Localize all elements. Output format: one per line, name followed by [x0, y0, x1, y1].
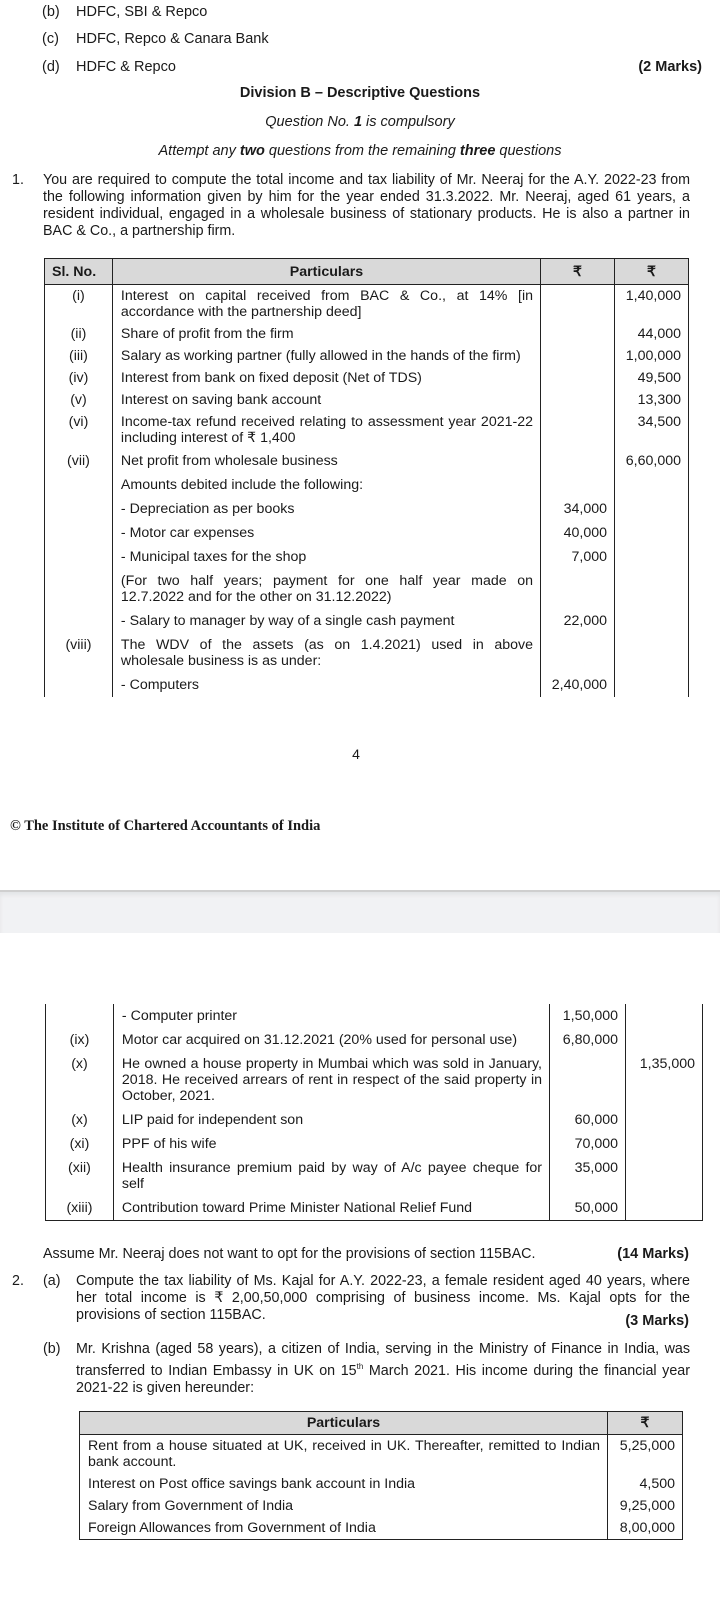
question-1-text: You are required to compute the total income and tax liability of Mr. Neeraj for the A.Y. 2022-23 from the following information given by him for the year ended 31.3.2022. Mr. Neeraj, aged 61 years, a resident individual, engaged in a wholesale business of stationary products. He is also a partner in BAC & Co., a partnership firm.	[43, 172, 690, 239]
row-sl-no	[45, 569, 113, 609]
row-particulars: Interest on capital received from BAC & Co., at 14% [in accordance with the partnership deed]	[112, 285, 540, 324]
row-amount-1: 60,000	[550, 1108, 626, 1132]
row-particulars: Contribution toward Prime Minister National Relief Fund	[113, 1196, 549, 1221]
row-amount-2	[626, 1156, 703, 1196]
row-amount-2: 44,000	[615, 323, 689, 345]
table-row	[46, 1156, 703, 1196]
row-amount-1	[541, 285, 615, 324]
row-amount-2	[615, 673, 689, 697]
row-amount-2: 6,60,000	[615, 449, 689, 473]
option-marks: (2 Marks)	[638, 59, 702, 75]
table2-row	[80, 1435, 683, 1474]
row-particulars: PPF of his wife	[113, 1132, 549, 1156]
copyright-footer: © The Institute of Chartered Accountants of India	[10, 818, 321, 834]
table2-row	[80, 1517, 683, 1540]
income-table-krishna	[79, 1411, 683, 1540]
option-label: (d)	[42, 59, 60, 75]
question-2-number: 2.	[12, 1273, 24, 1289]
table-row	[45, 569, 689, 609]
table-row	[45, 473, 689, 497]
row-sl-no: (x)	[46, 1052, 114, 1108]
row-sl-no	[45, 609, 113, 633]
option-label: (c)	[42, 31, 59, 47]
option-text: HDFC, Repco & Canara Bank	[76, 31, 269, 47]
row-sl-no: (iii)	[45, 345, 113, 367]
row-particulars: Interest on Post office savings bank account in India	[80, 1473, 608, 1495]
table2-row	[80, 1495, 683, 1517]
row-particulars: - Motor car expenses	[112, 521, 540, 545]
row-sl-no: (vii)	[45, 449, 113, 473]
row-sl-no	[45, 497, 113, 521]
row-amount-2	[626, 1196, 703, 1221]
row-particulars: - Computer printer	[113, 1004, 549, 1028]
row-sl-no	[45, 545, 113, 569]
header-particulars: Particulars	[112, 259, 540, 285]
row-sl-no: (xii)	[46, 1156, 114, 1196]
attempt-note	[0, 143, 720, 159]
row-amount-1	[541, 367, 615, 389]
row-amount: 4,500	[608, 1473, 683, 1495]
row-amount-2: 1,35,000	[626, 1052, 703, 1108]
table2-header-row	[80, 1412, 683, 1435]
attempt-post: questions	[495, 143, 562, 159]
table-row	[45, 497, 689, 521]
question-2a-marks: (3 Marks)	[625, 1313, 689, 1329]
row-particulars: - Municipal taxes for the shop	[112, 545, 540, 569]
row-amount-1	[541, 389, 615, 411]
row-amount-1: 2,40,000	[541, 673, 615, 697]
row-particulars: (For two half years; payment for one half year made on 12.7.2022 and for the other on 31.12.2022)	[112, 569, 540, 609]
option-text: HDFC & Repco	[76, 59, 176, 75]
row-amount: 8,00,000	[608, 1517, 683, 1540]
row-particulars: The WDV of the assets (as on 1.4.2021) used in above wholesale business is as under:	[112, 633, 540, 673]
question-2b-text	[76, 1341, 690, 1397]
row-amount-2: 13,300	[615, 389, 689, 411]
row-amount-2: 49,500	[615, 367, 689, 389]
row-amount-1	[550, 1052, 626, 1108]
row-amount-1	[541, 569, 615, 609]
table-row	[46, 1108, 703, 1132]
table-row	[45, 285, 689, 324]
row-amount-1	[541, 633, 615, 673]
table-row	[45, 449, 689, 473]
row-particulars: - Computers	[112, 673, 540, 697]
row-amount-1: 70,000	[550, 1132, 626, 1156]
row-particulars: Interest on saving bank account	[112, 389, 540, 411]
question-1-number: 1.	[12, 172, 24, 188]
table-row	[45, 521, 689, 545]
row-particulars: Motor car acquired on 31.12.2021 (20% used for personal use)	[113, 1028, 549, 1052]
row-amount-2	[615, 569, 689, 609]
row-amount-1: 34,000	[541, 497, 615, 521]
row-amount: 5,25,000	[608, 1435, 683, 1474]
table-row	[45, 633, 689, 673]
table-row	[46, 1028, 703, 1052]
q2b-text-post: March 2021. His income during the financial year 2021-22 is given hereunder:	[76, 1362, 690, 1396]
attempt-two: two	[239, 143, 265, 159]
row-amount-1: 1,50,000	[550, 1004, 626, 1028]
row-amount-2: 1,40,000	[615, 285, 689, 324]
row-particulars: Rent from a house situated at UK, received in UK. Thereafter, remitted to Indian bank account.	[80, 1435, 608, 1474]
row-amount-1: 22,000	[541, 609, 615, 633]
row-particulars: - Salary to manager by way of a single cash payment	[112, 609, 540, 633]
row-amount-2	[626, 1028, 703, 1052]
compulsory-note	[0, 114, 720, 130]
table-row	[45, 389, 689, 411]
row-amount-2	[615, 633, 689, 673]
row-particulars: Salary from Government of India	[80, 1495, 608, 1517]
row-amount-1	[541, 449, 615, 473]
row-sl-no	[45, 673, 113, 697]
row-particulars: - Depreciation as per books	[112, 497, 540, 521]
row-sl-no: (v)	[45, 389, 113, 411]
table-row	[45, 411, 689, 449]
row-amount-2: 1,00,000	[615, 345, 689, 367]
row-particulars: LIP paid for independent son	[113, 1108, 549, 1132]
row-amount-2: 34,500	[615, 411, 689, 449]
table-row	[45, 367, 689, 389]
row-particulars: Income-tax refund received relating to assessment year 2021-22 including interest of ₹ 1,400	[112, 411, 540, 449]
row-amount-1	[541, 473, 615, 497]
row-amount-1	[541, 345, 615, 367]
row-sl-no: (x)	[46, 1108, 114, 1132]
option-d	[42, 59, 176, 75]
row-particulars: He owned a house property in Mumbai which was sold in January, 2018. He received arrears of rent in respect of the said property in October, 2021.	[113, 1052, 549, 1108]
row-amount-2	[615, 473, 689, 497]
row-amount-1: 50,000	[550, 1196, 626, 1221]
attempt-pre: Attempt any	[158, 143, 240, 159]
compulsory-post: is compulsory	[362, 114, 455, 130]
row-amount-2	[615, 609, 689, 633]
compulsory-pre: Question No.	[265, 114, 354, 130]
row-particulars: Foreign Allowances from Government of India	[80, 1517, 608, 1540]
row-amount-1	[541, 411, 615, 449]
assume-note: Assume Mr. Neeraj does not want to opt for the provisions of section 115BAC.	[43, 1246, 536, 1262]
table-row	[46, 1196, 703, 1221]
compulsory-num: 1	[353, 114, 363, 130]
table-row	[46, 1052, 703, 1108]
income-table-page1	[44, 258, 689, 697]
row-particulars: Salary as working partner (fully allowed in the hands of the firm)	[112, 345, 540, 367]
row-sl-no: (ix)	[46, 1028, 114, 1052]
page-separator	[0, 890, 720, 933]
table2-row	[80, 1473, 683, 1495]
table2-header-particulars: Particulars	[80, 1412, 608, 1435]
row-sl-no: (xiii)	[46, 1196, 114, 1221]
row-sl-no	[45, 521, 113, 545]
row-amount-1: 7,000	[541, 545, 615, 569]
table-header-row	[45, 259, 689, 285]
assume-marks: (14 Marks)	[617, 1246, 689, 1262]
row-sl-no	[46, 1004, 114, 1028]
page-number: 4	[352, 746, 360, 762]
option-c	[42, 31, 269, 47]
row-amount-1: 35,000	[550, 1156, 626, 1196]
row-sl-no	[45, 473, 113, 497]
table-row	[45, 609, 689, 633]
row-amount-1: 40,000	[541, 521, 615, 545]
row-amount: 9,25,000	[608, 1495, 683, 1517]
row-sl-no: (iv)	[45, 367, 113, 389]
row-amount-1	[541, 323, 615, 345]
division-heading: Division B – Descriptive Questions	[239, 85, 481, 101]
question-2b-label: (b)	[43, 1341, 61, 1357]
table-row	[46, 1132, 703, 1156]
row-particulars: Health insurance premium paid by way of A/c payee cheque for self	[113, 1156, 549, 1196]
header-amount-2: ₹	[615, 259, 689, 285]
q2b-text-pre: Mr. Krishna (aged 58 years), a citizen of India, serving in the Ministry of Finance in India, was transferred to Indian Embassy in UK on 15	[76, 1341, 690, 1379]
row-amount-2	[615, 497, 689, 521]
attempt-mid: questions from the remaining	[264, 143, 460, 159]
row-amount-1: 6,80,000	[550, 1028, 626, 1052]
q2b-sup: th	[356, 1362, 364, 1371]
row-sl-no: (i)	[45, 285, 113, 324]
option-b	[42, 4, 207, 20]
row-particulars: Interest from bank on fixed deposit (Net of TDS)	[112, 367, 540, 389]
table-row	[45, 673, 689, 697]
row-amount-2	[615, 521, 689, 545]
attempt-three: three	[459, 143, 496, 159]
row-particulars: Share of profit from the firm	[112, 323, 540, 345]
row-sl-no: (xi)	[46, 1132, 114, 1156]
row-sl-no: (viii)	[45, 633, 113, 673]
question-2a-label: (a)	[43, 1273, 61, 1289]
table-row	[45, 323, 689, 345]
question-2a-text: Compute the tax liability of Ms. Kajal for A.Y. 2022-23, a female resident aged 40 years, where her total income is ₹ 2,00,50,000 comprising of business income. Ms. Kajal opts for the provisions of section 115BAC.	[76, 1273, 690, 1323]
option-label: (b)	[42, 4, 60, 20]
row-amount-2	[626, 1108, 703, 1132]
income-table-page2	[45, 1004, 703, 1221]
row-sl-no: (ii)	[45, 323, 113, 345]
row-amount-2	[626, 1132, 703, 1156]
header-sl-no: Sl. No.	[45, 259, 113, 285]
table2-header-amount: ₹	[608, 1412, 683, 1435]
row-particulars: Amounts debited include the following:	[112, 473, 540, 497]
table-row	[45, 345, 689, 367]
table-row	[46, 1004, 703, 1028]
row-particulars: Net profit from wholesale business	[112, 449, 540, 473]
row-amount-2	[626, 1004, 703, 1028]
row-amount-2	[615, 545, 689, 569]
option-text: HDFC, SBI & Repco	[76, 4, 208, 20]
table-row	[45, 545, 689, 569]
header-amount-1: ₹	[541, 259, 615, 285]
row-sl-no: (vi)	[45, 411, 113, 449]
